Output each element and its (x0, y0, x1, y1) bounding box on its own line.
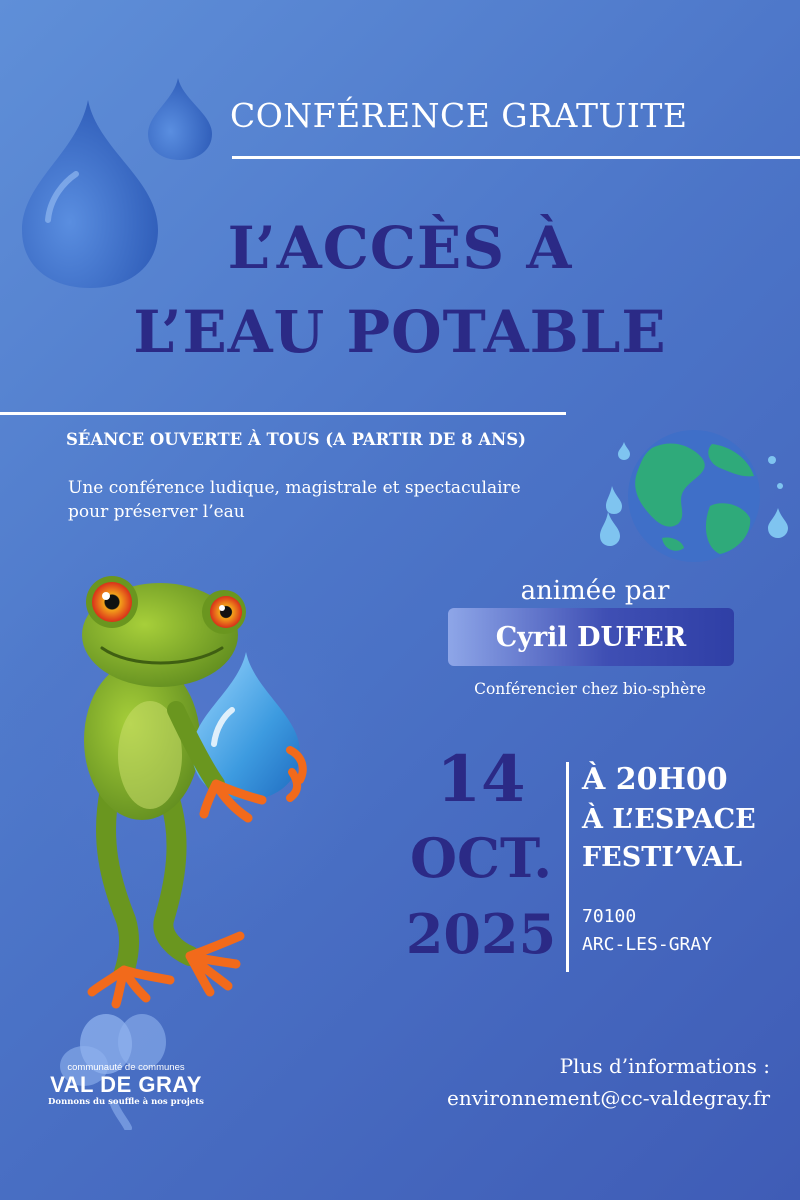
logo-tagline: Donnons du souffle à nos projets (48, 1097, 204, 1107)
event-year: 2025 (405, 902, 557, 966)
frog-illustration (0, 540, 410, 1010)
speaker-name: Cyril DUFER (495, 621, 687, 653)
title-line-2: L’EAU POTABLE (133, 298, 667, 366)
date-divider (566, 762, 569, 972)
event-time: À 20H00 (582, 762, 728, 797)
venue-city: ARC-LES-GRAY (582, 934, 713, 955)
description-line-1: Une conférence ludique, magistrale et spectaculaire (68, 478, 521, 498)
earth-globe-icon (592, 428, 792, 568)
event-kicker: CONFÉRENCE GRATUITE (230, 96, 688, 135)
audience-subtitle: SÉANCE OUVERTE À TOUS (A PARTIR DE 8 ANS) (66, 430, 526, 449)
title-divider (0, 412, 566, 415)
speaker-name-box (448, 608, 734, 666)
logo-name: VAL DE GRAY (50, 1072, 202, 1097)
speaker-role: Conférencier chez bio-sphère (474, 680, 706, 698)
speaker-intro: animée par (520, 576, 670, 606)
venue-postcode: 70100 (582, 906, 637, 927)
contact-email[interactable]: environnement@cc-valdegray.fr (447, 1086, 770, 1110)
contact-label: Plus d’informations : (559, 1054, 770, 1078)
title-line-1: L’ACCÈS À (227, 214, 573, 282)
event-day: 14 (436, 742, 526, 817)
venue-line-2: FESTI’VAL (582, 842, 743, 873)
logo-community-label: communauté de communes (67, 1062, 185, 1073)
small-water-drop-icon (148, 78, 212, 160)
description-line-2: pour préserver l’eau (68, 502, 245, 522)
venue-line-1: À L’ESPACE (582, 804, 756, 835)
header-divider (232, 156, 800, 159)
event-month: OCT. (409, 826, 553, 890)
